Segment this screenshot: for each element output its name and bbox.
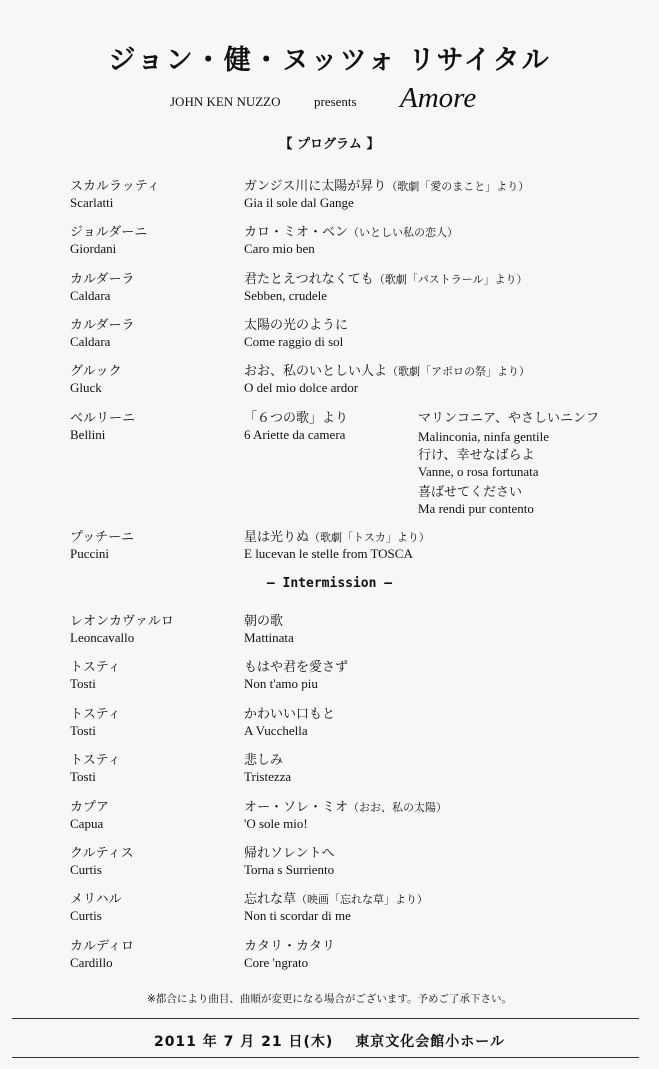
song-note: （歌劇「パストラール」より） [373,273,528,286]
song-title-jp: 太陽の光のように [244,318,349,333]
song-title-jp: 「６つの歌」より [244,411,349,426]
song-title-en: O del mio dolce ardor [244,380,359,395]
composer-jp: ベルリーニ [70,411,136,426]
song-note: （映画「忘れな草」より） [296,893,429,906]
song-title-jp: ガンジス川に太陽が昇り（歌劇「愛のまこと」より） [244,179,530,194]
divider-top [12,1018,639,1019]
song-title-en: 'O sole mio! [244,816,308,831]
sub-song-en: Ma rendi pur contento [418,501,534,516]
intermission-label: — Intermission — [266,576,393,591]
composer-jp: メリハル [70,892,122,907]
song-title-jp: 君たとえつれなくても（歌劇「パストラール」より） [244,272,528,287]
sub-song-en: Vanne, o rosa fortunata [418,464,539,479]
composer-en: Leoncavallo [70,630,135,645]
song-title-jp: 忘れな草（映画「忘れな草」より） [244,892,429,907]
presents-word: presents [314,94,357,109]
song-title-jp: 星は光りぬ（歌劇「トスカ」より） [244,530,430,545]
recital-title: ジョン・健・ヌッツォ リサイタル [108,45,551,76]
composer-en: Bellini [70,427,106,442]
composer-en: Tosti [70,676,96,691]
song-title-jp: 朝の歌 [244,614,284,629]
song-note: （歌劇「トスカ」より） [309,531,430,544]
composer-en: Caldara [70,288,111,303]
composer-en: Tosti [70,769,96,784]
divider-bottom [12,1057,639,1058]
composer-jp: レオンカヴァルロ [70,614,174,629]
event-venue: 東京文化会館小ホール [355,1034,506,1050]
composer-jp: カルダーラ [70,318,135,333]
song-title-en: Caro mio ben [244,241,315,256]
composer-jp: ジョルダーニ [70,225,148,240]
song-title-en: Mattinata [244,630,294,645]
composer-en: Curtis [70,862,102,877]
song-title-jp: 悲しみ [244,753,284,768]
composer-en: Capua [70,816,104,831]
song-title-en: Torna s Surriento [244,862,335,877]
song-note: （歌劇「愛のまこと」より） [386,180,530,193]
footnote: ※都合により曲目、曲順が変更になる場合がございます。予めご了承下さい。 [147,993,512,1005]
composer-jp: トスティ [70,707,121,722]
sub-song-jp: マリンコニア、やさしいニンフ [418,411,599,426]
composer-jp: カルダーラ [70,272,135,287]
composer-en: Cardillo [70,955,113,970]
composer-jp: カプア [70,800,110,815]
song-title-en: 6 Ariette da camera [244,427,346,442]
composer-jp: トスティ [70,753,121,768]
composer-en: Tosti [70,723,96,738]
composer-jp: クルティス [70,846,134,861]
composer-en: Curtis [70,908,102,923]
song-title-en: E lucevan le stelle from TOSCA [244,546,413,561]
song-title-en: A Vucchella [244,723,308,738]
song-title-jp: オー・ソレ・ミオ（おお、私の太陽） [244,800,448,815]
song-title-jp: もはや君を愛さず [244,660,349,675]
song-note: （歌劇「アポロの祭」より） [387,365,531,378]
song-title-en: Core 'ngrato [244,955,309,970]
song-title-en: Non ti scordar di me [244,908,351,923]
song-title-en: Gia il sole dal Gange [244,195,354,210]
song-title-en: Come raggio di sol [244,334,344,349]
song-title-jp: カタリ・カタリ [244,939,336,954]
composer-en: Giordani [70,241,117,256]
event-info [0,1031,659,1051]
song-title-jp: おお、私のいとしい人よ（歌劇「アポロの祭」より） [244,364,531,379]
song-title-jp: 帰れソレントへ [244,846,335,861]
composer-jp: プッチーニ [70,530,135,545]
composer-jp: トスティ [70,660,121,675]
song-title-jp: カロ・ミオ・ベン（いとしい私の恋人） [244,225,459,240]
composer-en: Puccini [70,546,109,561]
program-heading: 【 プログラム 】 [279,137,380,152]
presenter-name: JOHN KEN NUZZO [170,94,281,109]
composer-jp: グルック [70,364,122,379]
song-title-en: Tristezza [244,769,292,784]
song-title-jp: かわいい口もと [244,707,336,722]
sub-song-jp: 行け、幸せなばらよ [418,448,535,463]
composer-en: Gluck [70,380,102,395]
composer-en: Caldara [70,334,111,349]
song-note: （おお、私の太陽） [348,801,448,814]
song-title-en: Non t'amo piu [244,676,318,691]
event-date: 2011 年 7 月 21 日(木) [153,1034,334,1050]
recital-subtitle: Amore [400,82,477,114]
song-title-en: Sebben, crudele [244,288,328,303]
sub-song-jp: 喜ばせてください [418,485,523,500]
sub-song-en: Malinconia, ninfa gentile [418,429,550,444]
song-note: （いとしい私の恋人） [348,226,459,239]
composer-jp: カルディロ [70,939,134,954]
composer-en: Scarlatti [70,195,114,210]
composer-jp: スカルラッティ [70,179,160,194]
